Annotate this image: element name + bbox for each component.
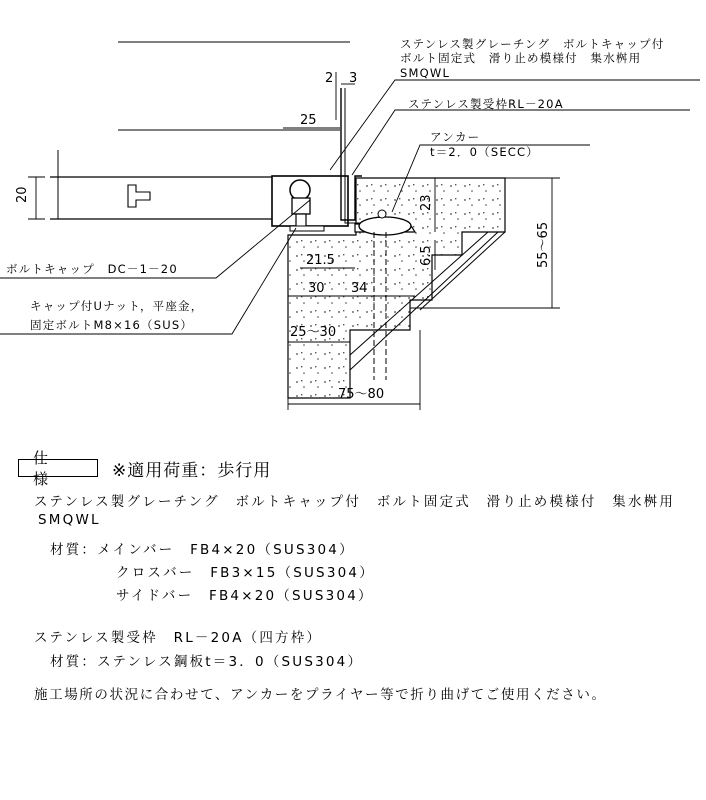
dim-75-80: 75～80 xyxy=(338,387,385,402)
spec-section xyxy=(0,440,706,740)
callout-anchor-1: アンカー xyxy=(430,130,481,144)
dim-3: 3 xyxy=(349,71,358,86)
dimension-labels xyxy=(15,71,551,402)
spec-header xyxy=(18,449,272,488)
dim-20: 20 xyxy=(15,186,30,203)
spec-line: 材質：メインバー FB4×20（SUS304） xyxy=(50,542,355,558)
dim-25: 25 xyxy=(300,113,317,128)
dim-23: 23 xyxy=(419,194,434,211)
dim-6-5: 6.5 xyxy=(419,245,434,266)
spec-line: SMQWL xyxy=(38,512,101,528)
callout-bolt-cap: ボルトキャップ DC－1－20 xyxy=(6,262,178,276)
callout-anchor-2: t＝2．0（SECC） xyxy=(430,145,539,159)
spec-line: ステンレス製受枠 RL－20A（四方枠） xyxy=(34,630,323,646)
dim-34: 34 xyxy=(351,281,368,296)
dim-55-65: 55～65 xyxy=(536,221,551,268)
callout-grating-2: ボルト固定式 滑り止め模様付 集水桝用 xyxy=(400,51,642,65)
spec-line: クロスバー FB3×15（SUS304） xyxy=(116,565,375,581)
spec-line: 施工場所の状況に合わせて、アンカーをプライヤー等で折り曲げてご使用ください。 xyxy=(34,687,607,703)
dim-25-30: 25～30 xyxy=(290,325,337,340)
callout-nut-2: 固定ボルトM8×16（SUS） xyxy=(30,318,194,332)
callout-frame: ステンレス製受枠RL－20A xyxy=(408,97,564,111)
spec-line: 材質：ステンレス鋼板t＝3．0（SUS304） xyxy=(50,654,364,670)
spec-line: ステンレス製グレーチング ボルトキャップ付 ボルト固定式 滑り止め模様付 集水桝用 xyxy=(34,494,676,510)
callout-nut-1: キャップ付Uナット，平座金， xyxy=(30,299,204,313)
callout-grating-3: SMQWL xyxy=(400,66,451,80)
spec-label-box: 仕 様 xyxy=(18,459,98,477)
load-note: ※適用荷重：歩行用 xyxy=(112,460,272,481)
callout-grating-1: ステンレス製グレーチング ボルトキャップ付 xyxy=(400,37,665,51)
dim-30: 30 xyxy=(308,281,325,296)
dim-21-5: 21.5 xyxy=(306,253,335,268)
spec-line: サイドバー FB4×20（SUS304） xyxy=(116,588,374,604)
dim-2: 2 xyxy=(325,71,334,86)
